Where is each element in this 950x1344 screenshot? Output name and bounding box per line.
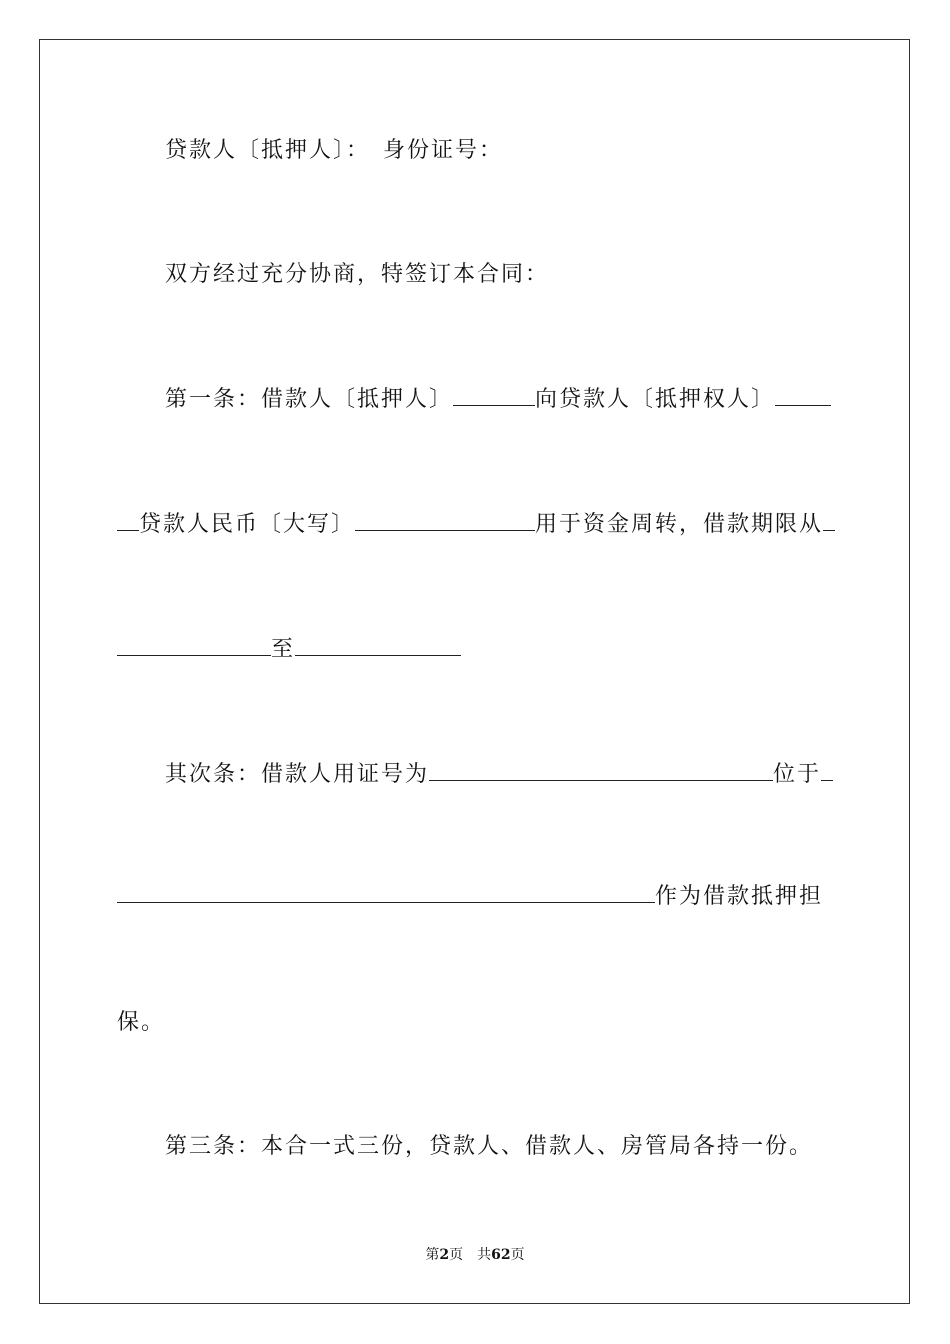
lender-name-blank[interactable]	[775, 385, 831, 406]
article-two-text-a: 其次条：借款人用证号为	[165, 762, 430, 787]
page-prefix: 第	[425, 1247, 440, 1263]
page-mid: 页	[449, 1247, 464, 1263]
borrower-name-blank[interactable]	[453, 385, 535, 406]
loan-amount-blank[interactable]	[355, 510, 535, 531]
property-location-blank[interactable]	[821, 760, 833, 781]
collateral-line	[117, 882, 837, 912]
agreement-intro-text: 双方经过充分协商，特签订本合同：	[165, 262, 550, 287]
loan-start-blank[interactable]	[823, 510, 835, 531]
article-three-text: 第三条：本合一式三份，贷款人、借款人、房管局各持一份。	[165, 1134, 814, 1159]
article-one-text-a: 第一条：借款人〔抵押人〕	[165, 387, 454, 412]
agreement-intro-line	[117, 260, 885, 290]
certificate-number-blank[interactable]	[429, 760, 773, 781]
loan-amount-line	[117, 510, 837, 540]
loan-start-date-blank[interactable]	[117, 635, 271, 656]
page-total-number: 62	[491, 1247, 511, 1263]
property-location-blank-continued[interactable]	[117, 882, 655, 903]
loan-period-text: 至	[271, 637, 296, 662]
collateral-line-end	[117, 1008, 837, 1038]
page-footer	[0, 1246, 950, 1264]
collateral-text: 作为借款抵押担	[655, 884, 824, 909]
lender-id-line	[117, 136, 885, 166]
page-current-number: 2	[439, 1247, 450, 1263]
loan-period-line	[117, 635, 837, 665]
article-one-line	[117, 385, 885, 415]
loan-amount-text-b: 用于资金周转，借款期限从	[535, 512, 824, 537]
page-border	[39, 39, 910, 1304]
loan-amount-text-a: 贷款人民币〔大写〕	[139, 512, 356, 537]
total-suffix: 页	[510, 1247, 525, 1263]
lender-id-text: 贷款人〔抵押人〕： 身份证号：	[165, 138, 504, 163]
article-two-text-b: 位于	[773, 762, 822, 787]
total-prefix: 共	[477, 1247, 492, 1263]
article-three-line	[117, 1132, 885, 1162]
collateral-end-text: 保。	[117, 1010, 166, 1035]
article-two-line	[117, 760, 885, 790]
article-one-text-b: 向贷款人〔抵押权人〕	[535, 387, 776, 412]
lender-name-blank-continued[interactable]	[117, 510, 139, 531]
loan-end-date-blank[interactable]	[295, 635, 461, 656]
